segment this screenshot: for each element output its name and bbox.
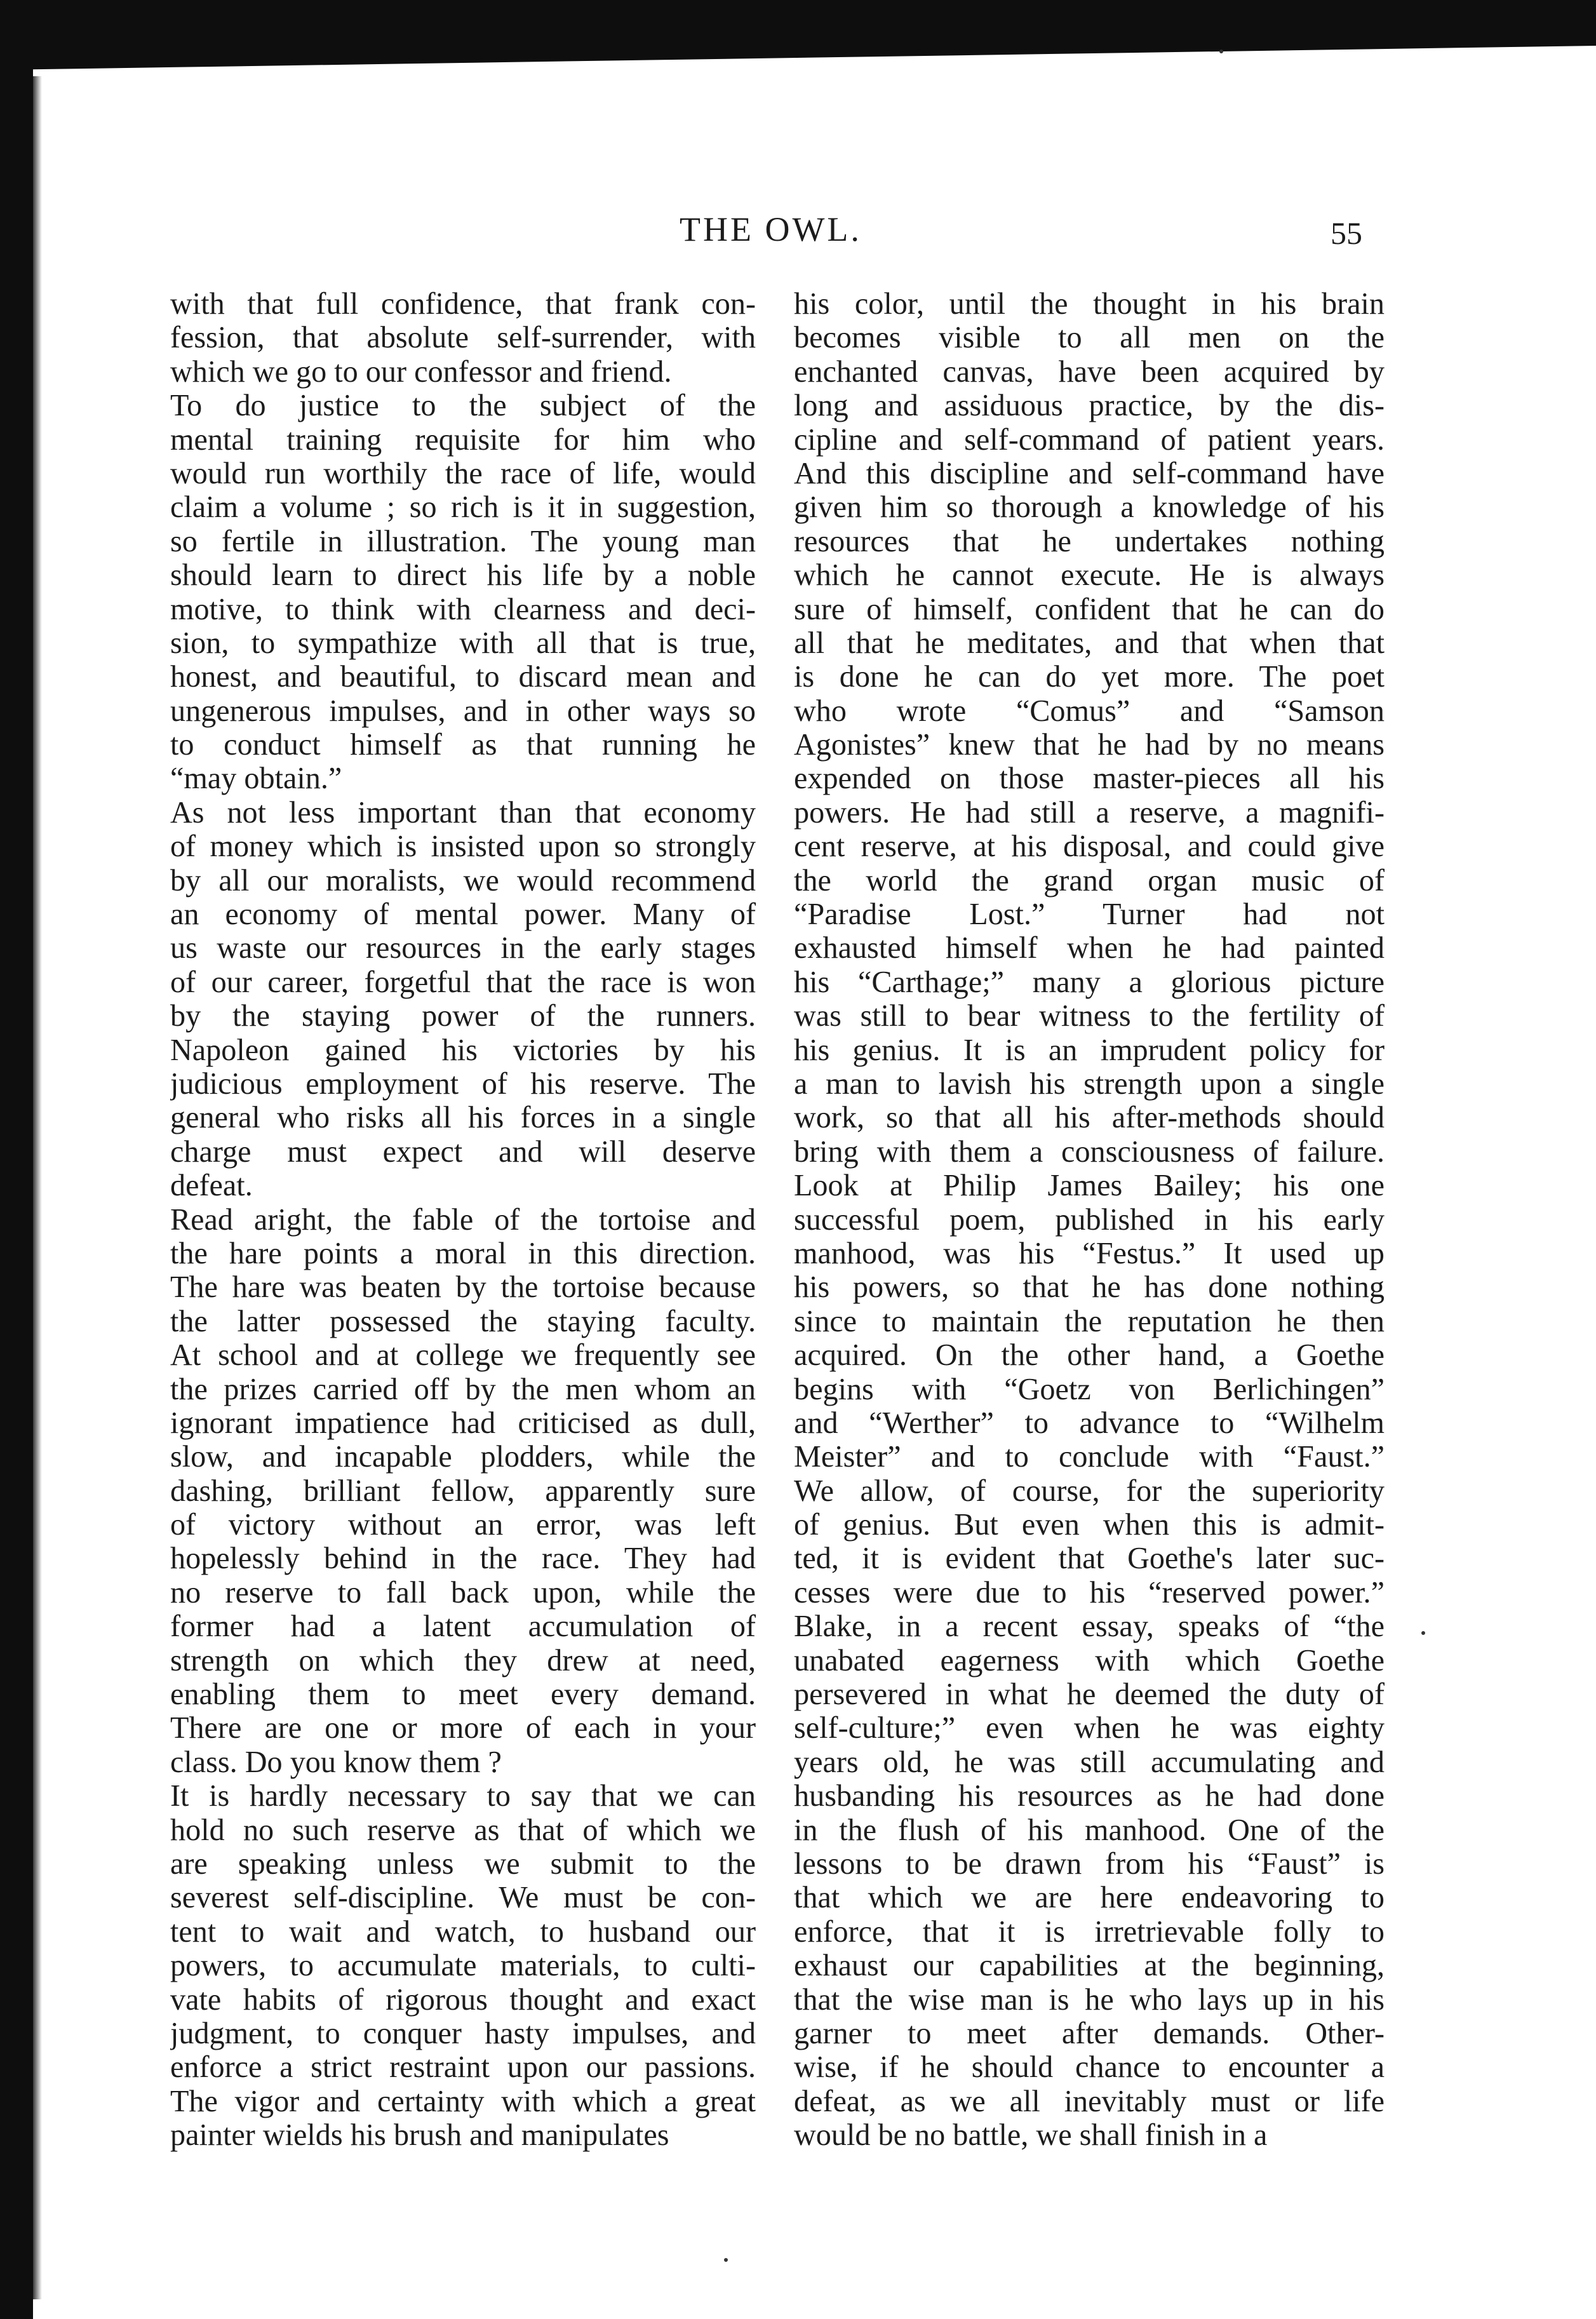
text-line: powers. He had still a reserve, a magnifi- bbox=[794, 795, 1385, 830]
text-line: was still to bear witness to the fertility of bbox=[794, 999, 1385, 1033]
text-line: a man to lavish his strength upon a single bbox=[794, 1066, 1385, 1101]
text-line: so fertile in illustration. The young man bbox=[170, 524, 756, 558]
text-line: enchanted canvas, have been acquired by bbox=[794, 354, 1385, 389]
text-line: husbanding his resources as he had done bbox=[794, 1779, 1385, 1813]
text-line: in the flush of his manhood. One of the bbox=[794, 1813, 1385, 1847]
text-line: It is hardly necessary to say that we can bbox=[170, 1779, 756, 1813]
text-line: ted, it is evident that Goethe's later suc- bbox=[794, 1542, 1385, 1576]
text-line: long and assiduous practice, by the dis- bbox=[794, 389, 1385, 423]
text-line: powers, to accumulate materials, to culti- bbox=[170, 1949, 756, 1983]
text-line: expended on those master-pieces all his bbox=[794, 762, 1385, 796]
text-line: wise, if he should chance to encounter a bbox=[794, 2050, 1385, 2085]
text-line: The hare was beaten by the tortoise because bbox=[170, 1270, 756, 1305]
text-line: should learn to direct his life by a noble bbox=[170, 558, 756, 593]
text-line: that the wise man is he who lays up in his bbox=[794, 1982, 1385, 2017]
scan-speck bbox=[1219, 50, 1223, 53]
text-line: begins with “Goetz von Berlichingen” bbox=[794, 1372, 1385, 1406]
text-line: motive, to think with clearness and deci- bbox=[170, 592, 756, 626]
text-line: persevered in what he deemed the duty of bbox=[794, 1677, 1385, 1712]
text-line: exhausted himself when he had painted bbox=[794, 931, 1385, 965]
text-line: by all our moralists, we would recommend bbox=[170, 863, 756, 897]
text-line: The vigor and certainty with which a great bbox=[170, 2084, 756, 2118]
text-line: And this discipline and self-command have bbox=[794, 456, 1385, 490]
text-line: bring with them a consciousness of failure. bbox=[794, 1134, 1385, 1169]
text-line: defeat. bbox=[170, 1169, 253, 1203]
text-line: dashing, brilliant fellow, apparently sure bbox=[170, 1474, 756, 1508]
text-line: mental training requisite for him who bbox=[170, 422, 756, 457]
text-line: his color, until the thought in his brain bbox=[794, 287, 1385, 321]
text-line: his “Carthage;” many a glorious picture bbox=[794, 965, 1385, 999]
text-line: to conduct himself as that running he bbox=[170, 728, 756, 762]
text-line: of victory without an error, was left bbox=[170, 1508, 756, 1542]
text-line: with that full confidence, that frank con- bbox=[170, 287, 756, 321]
text-line: an economy of mental power. Many of bbox=[170, 897, 756, 932]
text-line: sion, to sympathize with all that is true, bbox=[170, 626, 756, 660]
text-line: years old, he was still accumulating and bbox=[794, 1745, 1385, 1779]
text-line: us waste our resources in the early stages bbox=[170, 931, 756, 965]
text-line: judicious employment of his reserve. The bbox=[170, 1066, 756, 1101]
text-line: cesses were due to his “reserved power.” bbox=[794, 1575, 1385, 1610]
text-line: manhood, was his “Festus.” It used up bbox=[794, 1236, 1385, 1270]
scan-border-left-shadow bbox=[33, 76, 42, 2299]
text-line: would run worthily the race of life, would bbox=[170, 456, 756, 490]
scan-speck bbox=[1421, 1631, 1425, 1635]
text-line: sure of himself, confident that he can do bbox=[794, 592, 1385, 626]
text-line: To do justice to the subject of the bbox=[170, 389, 756, 423]
text-line: resources that he undertakes nothing bbox=[794, 524, 1385, 558]
text-line: which we go to our confessor and friend. bbox=[170, 354, 672, 389]
text-line: We allow, of course, for the superiority bbox=[794, 1474, 1385, 1508]
text-line: his genius. It is an imprudent policy for bbox=[794, 1033, 1385, 1067]
text-line: general who risks all his forces in a single bbox=[170, 1101, 756, 1135]
text-line: “may obtain.” bbox=[170, 762, 342, 796]
text-line: tent to wait and watch, to husband our bbox=[170, 1914, 756, 1949]
scan-border-top-taper bbox=[0, 46, 1596, 70]
text-line: ignorant impatience had criticised as dull, bbox=[170, 1406, 756, 1440]
text-column-right bbox=[794, 287, 1385, 2152]
text-line: all that he meditates, and that when that bbox=[794, 626, 1385, 660]
text-line: no reserve to fall back upon, while the bbox=[170, 1575, 756, 1610]
text-line: the prizes carried off by the men whom an bbox=[170, 1372, 756, 1406]
text-line: and “Werther” to advance to “Wilhelm bbox=[794, 1406, 1385, 1440]
text-line: “Paradise Lost.” Turner had not bbox=[794, 897, 1385, 932]
text-line: of money which is insisted upon so strongly bbox=[170, 830, 756, 864]
text-line: painter wields his brush and manipulates bbox=[170, 2118, 669, 2153]
running-title: THE OWL. bbox=[680, 210, 862, 248]
scan-border-left bbox=[0, 64, 33, 2319]
text-line: Look at Philip James Bailey; his one bbox=[794, 1169, 1385, 1203]
text-line: of genius. But even when this is admit- bbox=[794, 1508, 1385, 1542]
text-line: strength on which they drew at need, bbox=[170, 1643, 756, 1677]
text-line: hopelessly behind in the race. They had bbox=[170, 1542, 756, 1576]
text-line: defeat, as we all inevitably must or life bbox=[794, 2084, 1385, 2118]
text-line: hold no such reserve as that of which we bbox=[170, 1813, 756, 1847]
text-line: lessons to be drawn from his “Faust” is bbox=[794, 1846, 1385, 1881]
text-line: claim a volume ; so rich is it in suggestion, bbox=[170, 490, 756, 525]
text-line: becomes visible to all men on the bbox=[794, 321, 1385, 355]
text-line: class. Do you know them ? bbox=[170, 1745, 502, 1779]
text-line: Read aright, the fable of the tortoise and bbox=[170, 1202, 756, 1237]
text-line: There are one or more of each in your bbox=[170, 1711, 756, 1745]
text-line: judgment, to conquer hasty impulses, and bbox=[170, 2016, 756, 2050]
text-line: Meister” and to conclude with “Faust.” bbox=[794, 1440, 1385, 1474]
text-line: exhaust our capabilities at the beginning, bbox=[794, 1949, 1385, 1983]
scan-border-top bbox=[0, 0, 1596, 46]
scan-speck bbox=[724, 2258, 728, 2262]
text-line: his powers, so that he has done nothing bbox=[794, 1270, 1385, 1305]
text-line: is done he can do yet more. The poet bbox=[794, 660, 1385, 694]
text-line: the world the grand organ music of bbox=[794, 863, 1385, 897]
text-line: ungenerous impulses, and in other ways so bbox=[170, 694, 756, 728]
text-line: Napoleon gained his victories by his bbox=[170, 1033, 756, 1067]
text-line: severest self-discipline. We must be con- bbox=[170, 1881, 756, 1915]
text-line: by the staying power of the runners. bbox=[170, 999, 756, 1033]
text-line: self-culture;” even when he was eighty bbox=[794, 1711, 1385, 1745]
text-line: former had a latent accumulation of bbox=[170, 1610, 756, 1644]
text-line: that which we are here endeavoring to bbox=[794, 1881, 1385, 1915]
text-line: which he cannot execute. He is always bbox=[794, 558, 1385, 593]
text-line: honest, and beautiful, to discard mean and bbox=[170, 660, 756, 694]
text-line: Blake, in a recent essay, speaks of “the bbox=[794, 1610, 1385, 1644]
text-line: cipline and self-command of patient years. bbox=[794, 422, 1385, 457]
text-line: Agonistes” knew that he had by no means bbox=[794, 728, 1385, 762]
text-line: the latter possessed the staying faculty. bbox=[170, 1304, 756, 1338]
text-column-left bbox=[170, 287, 756, 2152]
text-line: work, so that all his after-methods should bbox=[794, 1101, 1385, 1135]
text-line: enabling them to meet every demand. bbox=[170, 1677, 756, 1712]
text-line: vate habits of rigorous thought and exact bbox=[170, 1982, 756, 2017]
text-line: of our career, forgetful that the race is won bbox=[170, 965, 756, 999]
text-line: acquired. On the other hand, a Goethe bbox=[794, 1338, 1385, 1373]
text-line: successful poem, published in his early bbox=[794, 1202, 1385, 1237]
text-line: would be no battle, we shall finish in a bbox=[794, 2118, 1268, 2153]
page-number: 55 bbox=[1331, 215, 1362, 251]
text-line: since to maintain the reputation he then bbox=[794, 1304, 1385, 1338]
text-line: garner to meet after demands. Other- bbox=[794, 2016, 1385, 2050]
text-line: enforce, that it is irretrievable folly to bbox=[794, 1914, 1385, 1949]
text-line: cent reserve, at his disposal, and could give bbox=[794, 830, 1385, 864]
text-line: slow, and incapable plodders, while the bbox=[170, 1440, 756, 1474]
text-line: unabated eagerness with which Goethe bbox=[794, 1643, 1385, 1677]
text-line: charge must expect and will deserve bbox=[170, 1134, 756, 1169]
page-header bbox=[0, 210, 1596, 267]
text-line: who wrote “Comus” and “Samson bbox=[794, 694, 1385, 728]
text-line: As not less important than that economy bbox=[170, 795, 756, 830]
text-line: the hare points a moral in this direction. bbox=[170, 1236, 756, 1270]
text-line: enforce a strict restraint upon our passions. bbox=[170, 2050, 756, 2085]
text-line: fession, that absolute self-surrender, with bbox=[170, 321, 756, 355]
text-line: are speaking unless we submit to the bbox=[170, 1846, 756, 1881]
text-line: given him so thorough a knowledge of his bbox=[794, 490, 1385, 525]
text-line: At school and at college we frequently see bbox=[170, 1338, 756, 1373]
